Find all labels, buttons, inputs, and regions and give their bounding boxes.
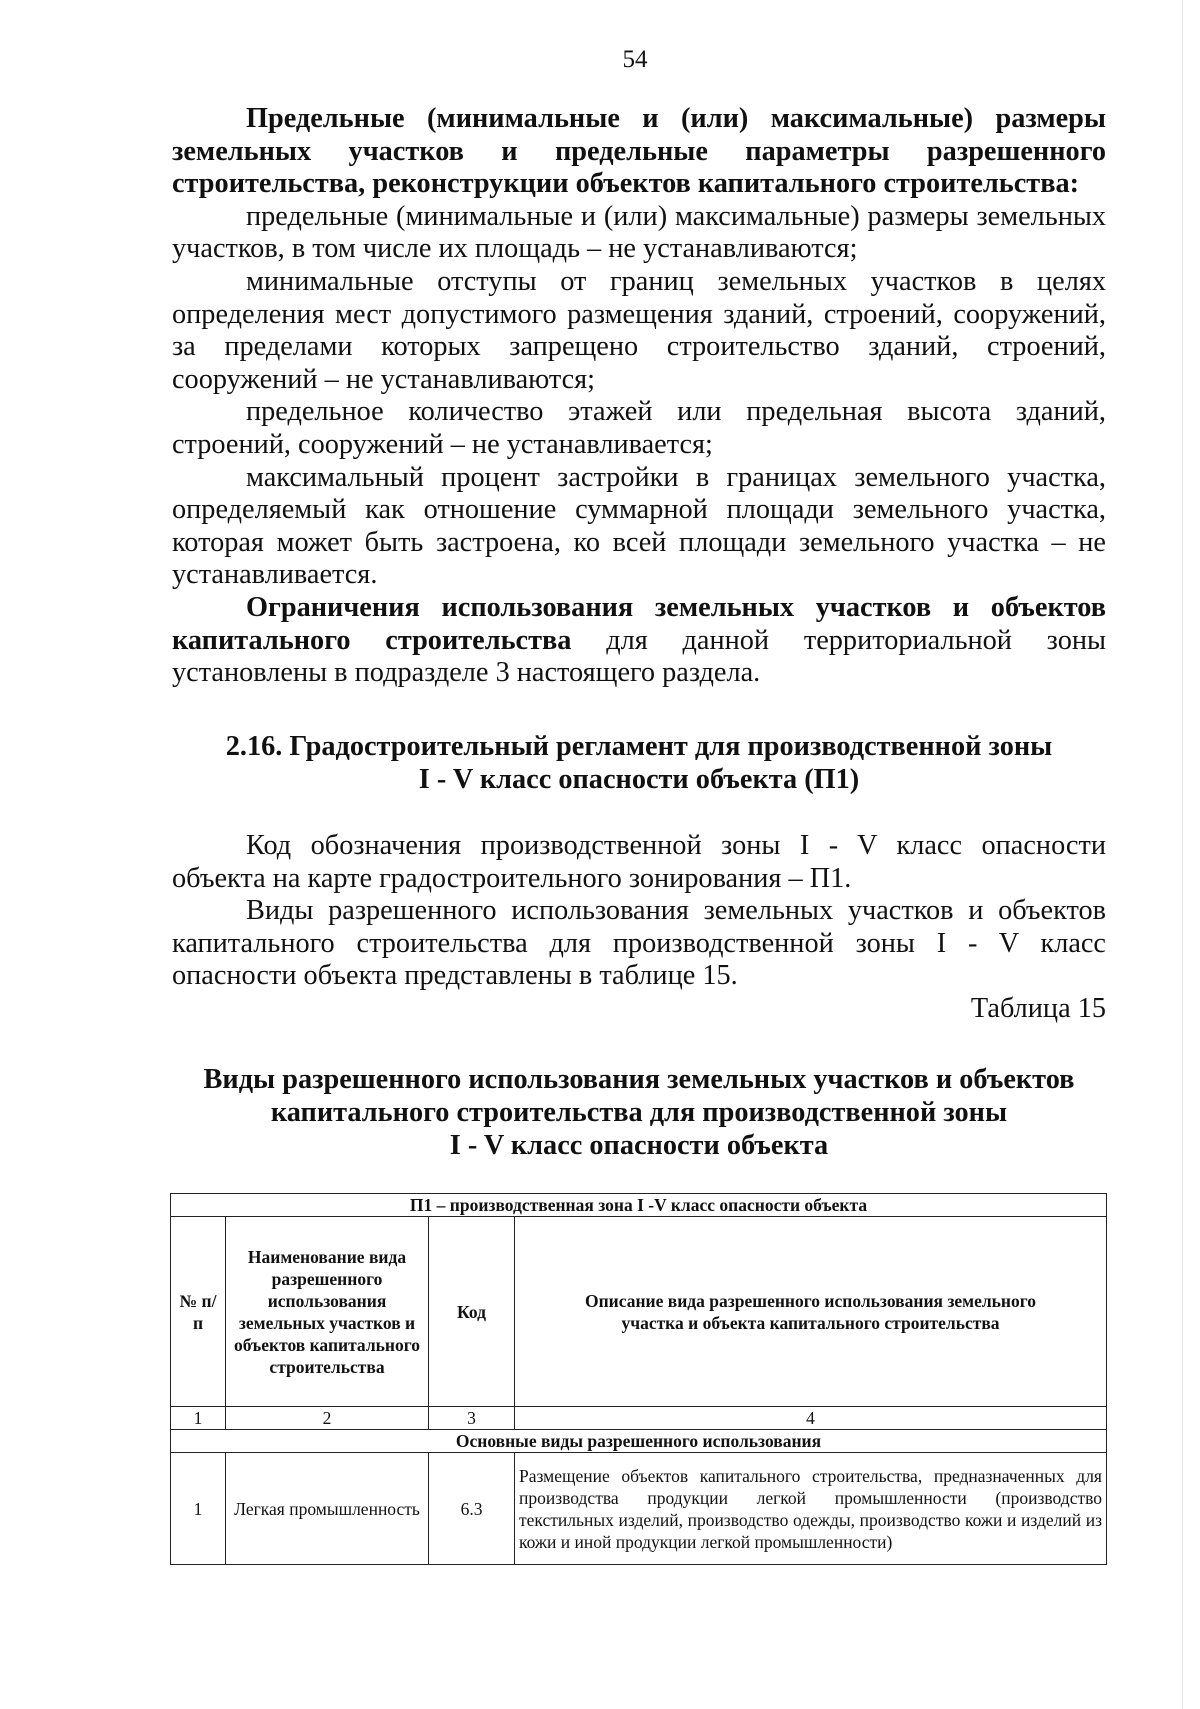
index-cell: 1 (171, 1407, 226, 1430)
limit-item-plot-size: предельные (минимальные и (или) максимальные) размеры земельных участков, в том числе их площадь – не устанавливаются; (172, 200, 1106, 265)
index-cell: 4 (515, 1407, 1107, 1430)
limits-heading: Предельные (минимальные и (или) максимальные) размеры земельных участков и предельные параметры разрешенного строительства, реконструкции объектов капитального строительства: (172, 103, 1106, 200)
table-title-line2: капитального строительства для производственной зоны (270, 1097, 1008, 1128)
limit-item-setbacks: минимальные отступы от границ земельных участков в целях определения мест допустимого размещения зданий, строений, сооружений, за пределами которых запрещено строительство зданий, строений, сооружений – не устанавливаются; (172, 265, 1106, 395)
section-title-line2: I - V класс опасности объекта (П1) (418, 764, 860, 795)
section-main-uses: Основные виды разрешенного использования (171, 1430, 1107, 1453)
col-header-name: Наименование вида разрешенного использования земельных участков и объектов капитального строительства (226, 1217, 429, 1407)
table-index-row (171, 1407, 1107, 1430)
row-desc: Размещение объектов капитального строительства, предназначенных для производства продукции легкой промышленности (производство текстильных изделий, производство одежды, производство кожи и изделий из кожи и иной продукции легкой промышленности) (515, 1453, 1107, 1565)
page-number: 54 (622, 46, 648, 73)
zone-code-paragraph: Код обозначения производственной зоны I - V класс опасности объекта на карте градостроительного зонирования – П1. (172, 830, 1106, 894)
uses-table (170, 1193, 1107, 1565)
restrictions-paragraph (172, 592, 1106, 690)
zone-header-cell: П1 – производственная зона I -V класс опасности объекта (171, 1194, 1107, 1217)
col-header-code: Код (429, 1217, 515, 1407)
restrictions-bold: Ограничения использования земельных участков и объектов капитального строительства (172, 591, 1106, 656)
col-header-num: № п/п (171, 1217, 226, 1407)
section-intro (172, 103, 1106, 690)
row-code: 6.3 (429, 1453, 515, 1565)
table-header-row (171, 1217, 1107, 1407)
table-section-row (171, 1430, 1107, 1453)
table-row (171, 1453, 1107, 1565)
table-label: Таблица 15 (970, 992, 1106, 1024)
table-title-line1: Виды разрешенного использования земельных участков и объектов (203, 1064, 1075, 1095)
section-2-16-heading (172, 730, 1106, 796)
zone-uses-paragraph: Виды разрешенного использования земельных участков и объектов капитального строительства для производственной зоны I - V класс опасности объекта представлены в таблице 15. (172, 895, 1106, 992)
index-cell: 2 (226, 1407, 429, 1430)
scan-margin-line (1182, 0, 1183, 1709)
section-2-16-body (172, 830, 1106, 1026)
row-num: 1 (171, 1453, 226, 1565)
row-name: Легкая промышленность (226, 1453, 429, 1565)
table-zone-header-row (171, 1194, 1107, 1217)
limit-item-coverage: максимальный процент застройки в границах земельного участка, определяемый как отношение суммарной площади земельного участка, которая может быть застроена, ко всей площади земельного участка – не устанавливается. (172, 461, 1106, 591)
col-header-desc: Описание вида разрешенного использования земельного участка и объекта капитального строительства (515, 1217, 1107, 1407)
table-title-line3: I - V класс опасности объекта (449, 1130, 829, 1161)
restrictions-rest: для данной территориальной зоны установлены в подразделе 3 настоящего раздела. (172, 624, 1107, 689)
index-cell: 3 (429, 1407, 515, 1430)
section-title-line1: 2.16. Градостроительный регламент для производственной зоны (225, 731, 1053, 762)
table-title (172, 1063, 1106, 1162)
limit-item-floors: предельное количество этажей или предельная высота зданий, строений, сооружений – не устанавливается; (172, 396, 1106, 460)
